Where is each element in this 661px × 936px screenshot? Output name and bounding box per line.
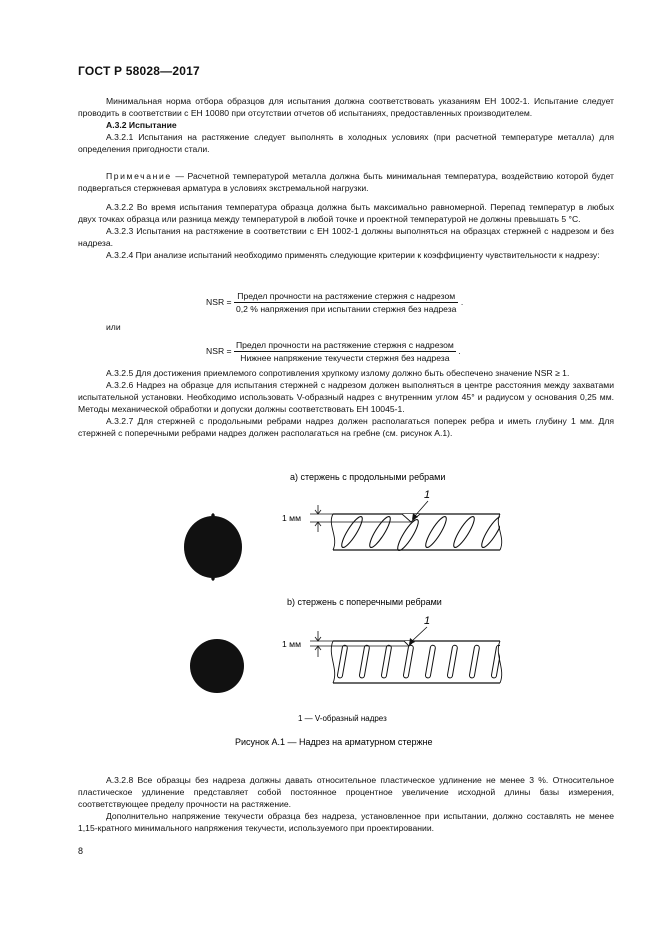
note-block — [78, 170, 614, 194]
paragraph-a327: А.3.2.7 Для стержней с продольными ребрами надрез должен располагаться поперек ребра и иметь глубину 1 мм. Для стержней с поперечными ребрами надрез должен располагаться на гребне (см. рисунок А.1). — [78, 416, 614, 439]
text-block-elongation — [78, 774, 614, 834]
text-block-criteria — [78, 367, 614, 440]
dimension-label-a: 1 мм — [282, 513, 301, 523]
dimension-label-b: 1 мм — [282, 639, 301, 649]
page-number: 8 — [78, 846, 84, 856]
formula-nsr-1 — [206, 291, 463, 314]
note-paragraph — [78, 170, 614, 194]
formula-2-lhs: NSR = — [206, 345, 232, 356]
cross-section-longitudinal-ribs — [184, 513, 242, 581]
figure-legend: 1 — V-образный надрез — [298, 714, 387, 723]
bar-longitudinal-ribs — [331, 514, 505, 553]
figure-label-b: b) стержень с поперечными ребрами — [287, 597, 442, 607]
figure-notched-bars — [0, 465, 661, 765]
document-code-header: ГОСТ Р 58028—2017 — [78, 64, 200, 78]
formula-nsr-2 — [206, 340, 461, 363]
figure-label-a: а) стержень с продольными ребрами — [290, 472, 446, 482]
callout-number-a: 1 — [424, 489, 431, 501]
paragraph-a328: А.3.2.8 Все образцы без надреза должны давать относительное пластическое удлинение не менее 3 %. Относительное пластическое удлинение представляет собой постоянное процентное увеличение исходной длины базы измерения, соответствующее пределу прочности на растяжение. — [78, 775, 614, 810]
formula-1-fraction — [234, 291, 459, 314]
formula-2-numerator: Предел прочности на растяжение стержня с надрезом — [235, 340, 454, 350]
note-label: Примечание — [106, 171, 172, 181]
paragraph-a321: А.3.2.1 Испытания на растяжение следует выполнять в холодных условиях (при расчетной температуре металла) для определения пригодности стали. — [78, 132, 614, 155]
figure-caption: Рисунок А.1 — Надрез на арматурном стержне — [235, 737, 433, 747]
cross-section-transverse-ribs — [190, 639, 244, 693]
formula-1-end: . — [460, 296, 464, 307]
formula-2-denominator: Нижнее напряжение текучести стержня без надреза — [240, 353, 450, 363]
callout-leader-a — [412, 501, 428, 520]
dimension-notch-depth-a — [310, 505, 411, 532]
formula-1-denominator: 0,2 % напряжения при испытании стержня без надреза — [235, 304, 457, 314]
text-block-intro — [78, 95, 614, 155]
text-block-temperature — [78, 201, 614, 261]
paragraph-a326: А.3.2.6 Надрез на образце для испытания стержней с надрезом должен выполняться в центре расстояния между захватами испытательной установки. Необходимо использовать V-образный надрез с внутренним углом 45° и радиусом у основания 0,25 мм. Методы механической обработки и допуски должны соответствовать ЕН 10045-1. — [78, 380, 614, 415]
or-word: или — [106, 322, 121, 332]
callout-number-b: 1 — [424, 615, 431, 627]
formula-1-numerator: Предел прочности на растяжение стержня с надрезом — [234, 291, 459, 303]
formula-2-end: . — [458, 345, 461, 356]
bar-transverse-ribs — [331, 641, 501, 683]
paragraph-yield-stress: Дополнительно напряжение текучести образца без надреза, установленное при испытании, должно составлять не менее 1,15-кратного минимального напряжения текучести, используемого при проектировании. — [78, 811, 614, 834]
paragraph-a325: А.3.2.5 Для достижения приемлемого сопротивления хрупкому излому должно быть обеспечено значение NSR ≥ 1. — [106, 368, 570, 378]
paragraph-sampling: Минимальная норма отбора образцов для испытания должна соответствовать указаниям ЕН 1002-1. Испытание следует проводить в соответствии с ЕН 10080 при отсутствии отчетов об испытаниях, предоставленных производителем. — [78, 96, 614, 119]
formula-1-lhs: NSR = — [206, 296, 232, 307]
paragraph-a323: А.3.2.3 Испытания на растяжение в соответствии с ЕН 1002-1 должны выполняться на образцах стержней с надрезом и без надреза. — [78, 226, 614, 249]
dimension-notch-depth-b — [310, 631, 409, 657]
paragraph-a322: А.3.2.2 Во время испытания температура образца должна быть максимально равномерной. Перепад температур в любых двух точках образца или разница между температурой в любой точке и проектной температурой не должны превышать 5 °С. — [78, 202, 614, 225]
section-heading-testing: А.3.2 Испытание — [106, 120, 177, 131]
paragraph-a324: А.3.2.4 При анализе испытаний необходимо применять следующие критерии к коэффициенту чувствительности к надрезу: — [106, 250, 600, 261]
callout-leader-b — [409, 627, 427, 645]
formula-2-fraction — [234, 340, 456, 363]
note-text: — Расчетной температурой металла должна быть минимальная температура, воздействию которой будет подвергаться стержневая арматура в условиях экстремальной нагрузки. — [78, 171, 614, 194]
